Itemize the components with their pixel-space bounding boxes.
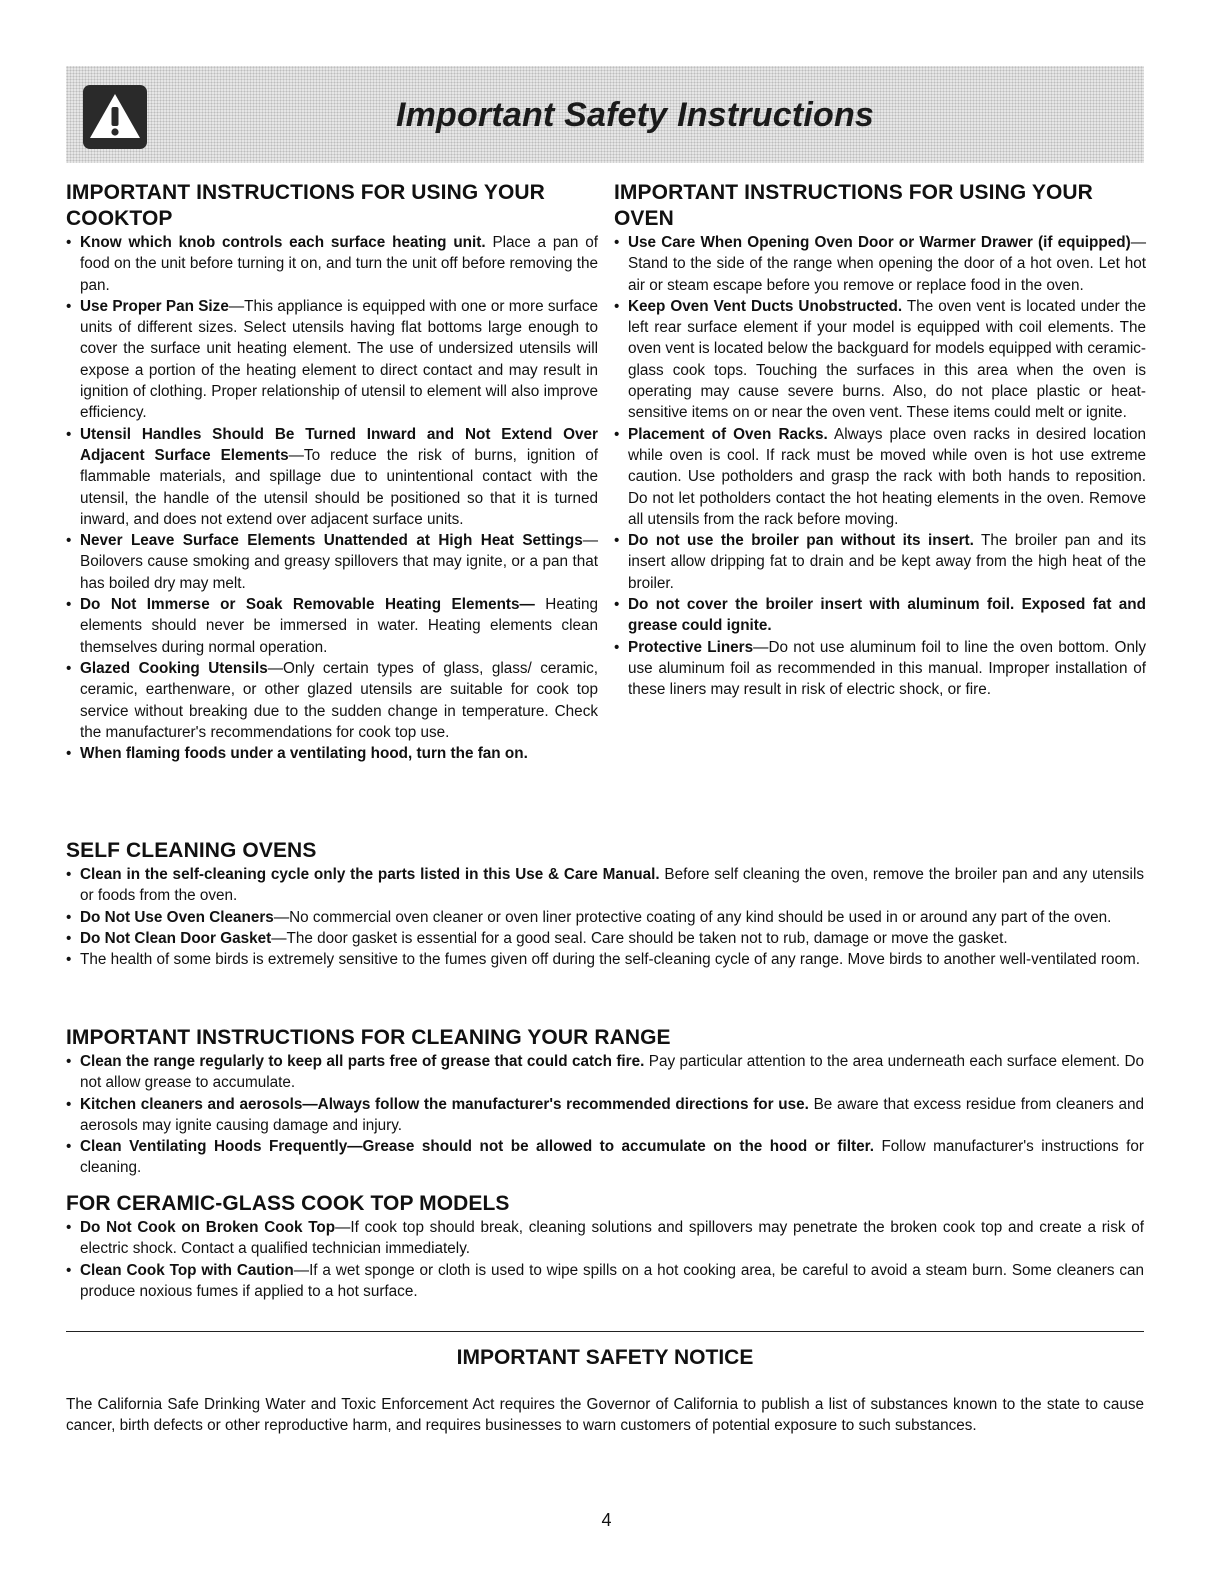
item-text: —Do not use aluminum foil to line the oven bottom. Only use aluminum foil as recommended in this manual. Improper installation of these liners may result in risk of electric shock, or fire. <box>628 638 1146 699</box>
list-item <box>66 1094 1144 1137</box>
list-item <box>66 907 1144 928</box>
item-text: —Only certain types of glass, glass/ ceramic, ceramic, earthenware, or other glazed utensils are suitable for cook top service without breaking due to the sudden change in temperature. Check the manufacturer's recommendations for cook top use. <box>80 659 599 741</box>
list-item <box>66 743 598 764</box>
item-text: The health of some birds is extremely sensitive to the fumes given off during the self-cleaning cycle of any range. Move birds to another well-ventilated room. <box>80 951 1140 969</box>
cleaning-range-heading: IMPORTANT INSTRUCTIONS FOR CLEANING YOUR RANGE <box>66 1026 671 1049</box>
self-cleaning-section <box>66 838 1144 970</box>
list-item <box>66 864 1144 907</box>
oven-list <box>614 232 1146 701</box>
header-banner <box>66 66 1144 163</box>
item-bold-text: Use Proper Pan Size <box>80 297 229 315</box>
item-bold-text: Use Care When Opening Oven Door or Warmer Drawer (if equipped) <box>628 234 1131 251</box>
item-bold-text: Do Not Clean Door Gasket <box>80 929 272 947</box>
oven-section <box>614 180 1146 701</box>
item-bold-text: Utensil Handles Should Be Turned Inward and Not Extend Over Adjacent Surface Elements <box>80 425 598 464</box>
list-item <box>66 1136 1144 1179</box>
list-item <box>66 296 598 424</box>
cooktop-list <box>66 232 598 764</box>
item-text: Always place oven racks in desired location while oven is cool. If rack must be moved while oven is hot use extreme caution. Use potholders and grasp the rack with both hands to reposition. Do not let potholders contact the hot heating elements in the oven. Remove all utensils from the rack before moving. <box>628 425 1147 528</box>
item-bold-text: When flaming foods under a ventilating hood, turn the fan on. <box>80 745 528 763</box>
item-bold-text: Never Leave Surface Elements Unattended at High Heat Settings <box>80 532 583 550</box>
list-item <box>66 928 1144 949</box>
item-bold-text: Do Not Immerse or Soak Removable Heating Elements— <box>80 596 535 614</box>
cleaning-range-section <box>66 1025 1144 1179</box>
item-text: Follow manufacturer's instructions for cleaning. <box>80 1138 1144 1177</box>
item-text: Before self cleaning the oven, remove the broiler pan and any utensils or foods from the oven. <box>80 866 1144 905</box>
item-bold-text: Clean Ventilating Hoods Frequently—Grease should not be allowed to accumulate on the hood or filter. <box>80 1138 874 1156</box>
item-bold-text: Do Not Cook on Broken Cook Top <box>80 1219 336 1236</box>
item-bold-text: Know which knob controls each surface heating unit. <box>80 234 486 251</box>
item-text: Be aware that excess residue from cleaners and aerosols may ignite causing damage and injury. <box>80 1095 1144 1134</box>
list-item <box>66 1217 1144 1260</box>
item-bold-text: Keep Oven Vent Ducts Unobstructed. <box>628 297 903 315</box>
item-bold-text: Clean in the self-cleaning cycle only the parts listed in this Use & Care Manual. <box>80 866 660 883</box>
page-title: Important Safety Instructions <box>395 96 875 134</box>
item-text: —If cook top should break, cleaning solutions and spillovers may penetrate the broken cook top and create a risk of electric shock. Contact a qualified technician immediately. <box>80 1219 1144 1258</box>
item-bold-text: Clean the range regularly to keep all parts free of grease that could catch fire. <box>80 1053 645 1070</box>
oven-heading: IMPORTANT INSTRUCTIONS FOR USING YOUR OVEN <box>614 181 1093 230</box>
list-item <box>614 594 1146 637</box>
item-text: —Boilovers cause smoking and greasy spillovers that may ignite, or a pan that has boiled dry may melt. <box>80 532 598 592</box>
item-bold-text: Glazed Cooking Utensils <box>80 659 268 677</box>
item-text: The broiler pan and its insert allow dripping fat to drain and be kept away from the high heat of the broiler. <box>628 532 1146 592</box>
item-text: Place a pan of food on the unit before turning it on, and turn the unit off before removing the pan. <box>80 234 598 294</box>
item-text: —No commercial oven cleaner or oven liner protective coating of any kind should be used in or around any part of the oven. <box>273 908 1112 926</box>
page-number: 4 <box>601 1510 612 1530</box>
ceramic-list <box>66 1217 1144 1302</box>
item-bold-text: Clean Cook Top with Caution <box>80 1261 294 1279</box>
item-bold-text: Do not use the broiler pan without its insert. <box>628 532 974 550</box>
item-bold-text: Do not cover the broiler insert with aluminum foil. Exposed fat and grease could ignite. <box>628 596 1146 635</box>
item-text: —To reduce the risk of burns, ignition of flammable materials, and spillage due to unintentional contact with the utensil, the handle of the utensil should be positioned so that it is turned inward, and does not extend over adjacent surface units. <box>80 446 598 528</box>
item-text: —This appliance is equipped with one or more surface units of different sizes. Select utensils having flat bottoms large enough to cover the surface unit heating element. The use of undersized utensils will expose a portion of the heating element to direct contact and may result in ignition of clothing. Proper relationship of utensil to element will also improve efficiency. <box>80 297 599 422</box>
list-item <box>66 594 598 658</box>
item-bold-text: Do Not Use Oven Cleaners <box>80 908 274 926</box>
cooktop-section <box>66 180 598 764</box>
list-item <box>614 637 1146 701</box>
item-text: Pay particular attention to the area underneath each surface element. Do not allow grease to accumulate. <box>80 1053 1144 1092</box>
item-text: —Stand to the side of the range when opening the door of a hot oven. Let hot air or steam escape before you remove or replace food in the oven. <box>628 234 1146 294</box>
self-cleaning-heading: SELF CLEANING OVENS <box>66 839 317 862</box>
notice-heading: IMPORTANT SAFETY NOTICE <box>456 1346 754 1369</box>
self-cleaning-list <box>66 864 1144 970</box>
item-text: —If a wet sponge or cloth is used to wipe spills on a hot cooking area, be careful to avoid a steam burn. Some cleaners can produce noxious fumes if applied to a hot surface. <box>80 1261 1145 1300</box>
list-item <box>66 658 598 743</box>
list-item <box>66 530 598 594</box>
list-item <box>614 232 1146 296</box>
list-item <box>614 296 1146 424</box>
list-item <box>614 424 1146 530</box>
cleaning-range-list <box>66 1051 1144 1179</box>
item-bold-text: Placement of Oven Racks. <box>628 425 828 443</box>
cooktop-heading: IMPORTANT INSTRUCTIONS FOR USING YOUR COOKTOP <box>66 181 545 230</box>
item-text: —The door gasket is essential for a good seal. Care should be taken not to rub, damage or move the gasket. <box>271 929 1008 947</box>
item-bold-text: Protective Liners <box>628 638 754 656</box>
ceramic-section <box>66 1191 1144 1302</box>
notice-body: The California Safe Drinking Water and Toxic Enforcement Act requires the Governor of California to publish a list of substances known to the state to cause cancer, birth defects or other reproductive harm, and requires businesses to warn customers of potential exposure to such substances. <box>66 1396 1144 1435</box>
list-item <box>66 1260 1144 1303</box>
list-item <box>66 1051 1144 1094</box>
divider <box>66 1331 1144 1332</box>
item-text: Heating elements should never be immersed in water. Heating elements clean themselves during normal operation. <box>80 596 599 656</box>
list-item <box>614 530 1146 594</box>
list-item <box>66 424 598 530</box>
ceramic-heading: FOR CERAMIC-GLASS COOK TOP MODELS <box>66 1192 510 1215</box>
item-text: The oven vent is located under the left rear surface element if your model is equipped with coil elements. The oven vent is located below the backguard for models equipped with ceramic-glass cook tops. Touching the surfaces in this area when the oven is operating may cause severe burns. Also, do not place plastic or heat-sensitive items on or near the oven vent. These items could melt or ignite. <box>628 297 1146 422</box>
item-bold-text: Kitchen cleaners and aerosols—Always follow the manufacturer's recommended directions for use. <box>80 1095 809 1113</box>
list-item <box>66 232 598 296</box>
list-item <box>66 949 1144 970</box>
